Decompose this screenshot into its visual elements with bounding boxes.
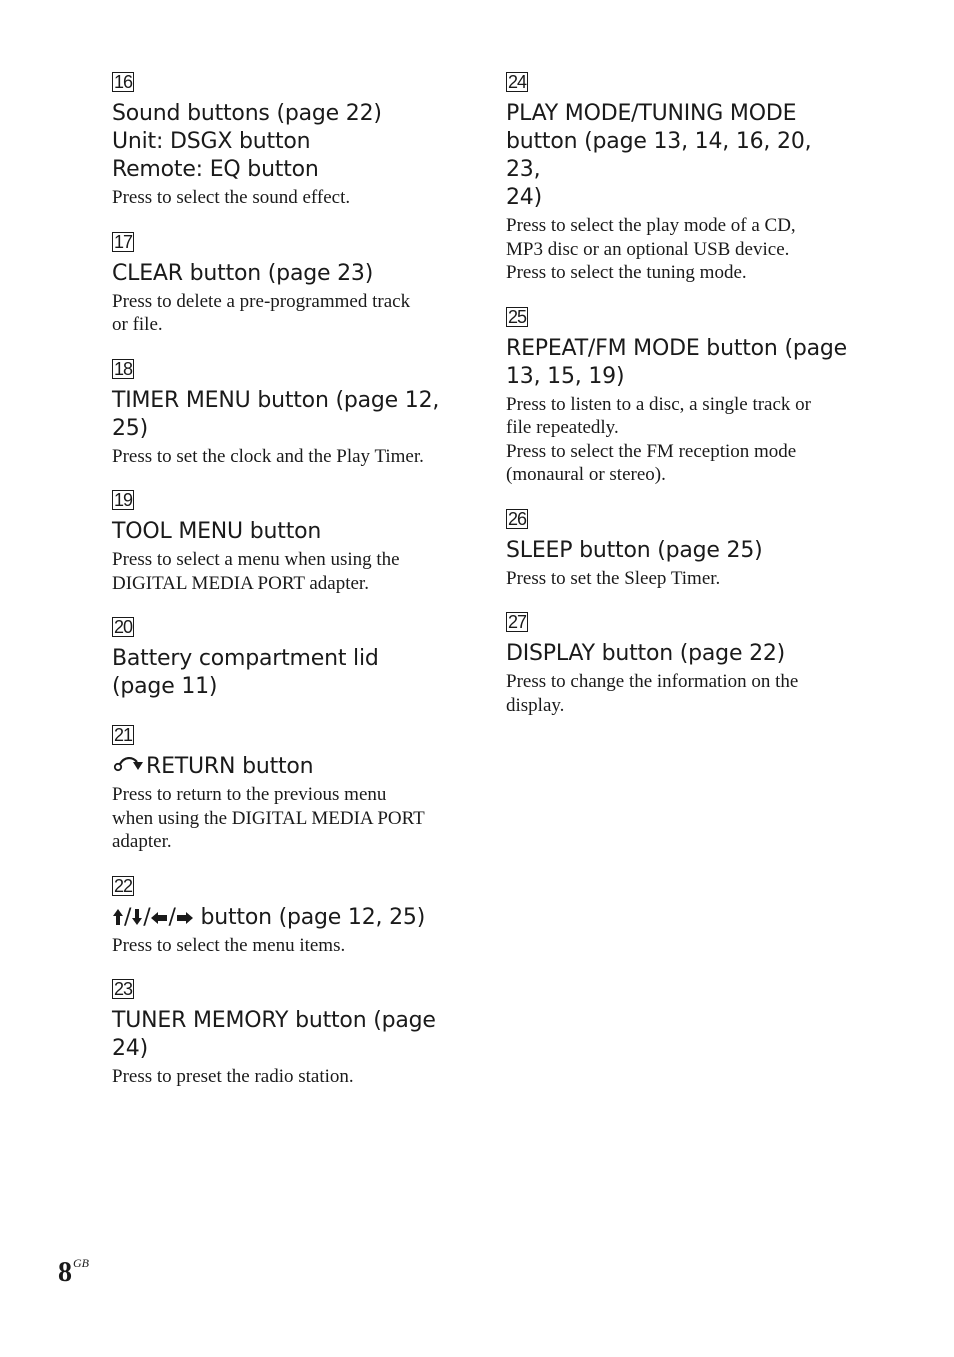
description-line: Press to select the sound effect. [112, 187, 351, 208]
description-line: or file. [112, 314, 163, 335]
entry-heading [112, 645, 462, 701]
heading-line [112, 753, 462, 781]
entry-description [112, 783, 462, 854]
description-line: MP3 disc or an optional USB device. [506, 238, 790, 260]
description-line: file repeatedly. [506, 417, 619, 438]
heading-line: Unit: DSGX button [112, 129, 311, 154]
entry-16 [112, 72, 462, 210]
description-line: Press to select a menu when using the [112, 549, 400, 570]
entry-22 [112, 876, 462, 958]
entry-description [112, 186, 462, 210]
description-line: Press to change the information on the [506, 671, 799, 692]
item-number: 20 [114, 617, 133, 637]
arrow-right-icon [176, 910, 194, 926]
description-line: Press to return to the previous menu [112, 784, 387, 805]
entry-heading [506, 100, 851, 212]
heading-text: RETURN button [146, 754, 314, 779]
entry-heading [112, 387, 462, 443]
description-line: Press to delete a pre-programmed track [112, 290, 411, 312]
heading-line: DISPLAY button (page 22) [506, 641, 786, 666]
description-line: Press to select the menu items. [112, 934, 346, 956]
heading-line: 25) [112, 415, 148, 441]
entry-heading [506, 640, 851, 668]
entry-description [506, 393, 851, 487]
heading-line: Battery compartment lid [112, 646, 379, 671]
entry-heading [112, 260, 462, 288]
heading-line: Sound buttons (page 22) [112, 101, 382, 126]
return-arrow-icon [112, 753, 146, 775]
arrow-down-icon [131, 908, 143, 926]
description-line: when using the DIGITAL MEDIA PORT [112, 807, 425, 829]
page-language-suffix: GB [73, 1256, 89, 1270]
heading-line: TUNER MEMORY button (page [112, 1008, 436, 1033]
description-line: Press to set the clock and the Play Timer. [112, 445, 424, 467]
description-line: Press to listen to a disc, a single track or [506, 393, 811, 415]
heading-line: REPEAT/FM MODE button (page [506, 335, 847, 361]
description-line: adapter. [112, 831, 172, 852]
description-line: display. [506, 694, 565, 716]
item-number: 22 [114, 875, 133, 896]
item-number: 16 [114, 72, 133, 92]
item-number: 17 [114, 231, 133, 252]
entry-27 [506, 612, 851, 717]
description-line: (monaural or stereo). [506, 464, 666, 485]
item-number: 23 [114, 979, 133, 999]
entry-heading [112, 1007, 462, 1063]
heading-line: 24) [506, 185, 542, 210]
entry-24 [506, 72, 851, 285]
entry-23 [112, 979, 462, 1089]
item-number: 24 [508, 72, 527, 92]
entry-21 [112, 725, 462, 854]
heading-line: button (page 13, 14, 16, 20, 23, [506, 129, 812, 182]
heading-line: 24) [112, 1036, 148, 1061]
heading-line: 13, 15, 19) [506, 363, 625, 389]
item-number: 25 [508, 306, 527, 327]
entry-heading [506, 335, 851, 391]
description-line: DIGITAL MEDIA PORT adapter. [112, 572, 369, 594]
entry-heading [112, 100, 462, 184]
entry-17 [112, 232, 462, 337]
entry-26 [506, 509, 851, 591]
page-number-value: 8 [58, 1257, 72, 1288]
item-number: 27 [508, 612, 527, 632]
left-column [112, 72, 462, 1089]
separator: / [168, 904, 176, 930]
entry-heading [112, 753, 462, 781]
entry-heading [506, 537, 851, 565]
separator: / [143, 904, 151, 930]
entry-18 [112, 359, 462, 469]
entry-19 [112, 490, 462, 595]
separator: / [124, 904, 132, 930]
entry-20 [112, 617, 462, 701]
entry-description [506, 670, 851, 717]
item-number: 21 [114, 725, 133, 745]
entry-description [506, 214, 851, 285]
heading-line: TIMER MENU button (page 12, [112, 387, 440, 413]
description-line: Press to preset the radio station. [112, 1066, 354, 1087]
heading-line [112, 904, 462, 932]
entry-description [112, 548, 462, 595]
entry-description [506, 567, 851, 591]
entry-25 [506, 307, 851, 487]
entry-heading [112, 518, 462, 546]
heading-line: CLEAR button (page 23) [112, 260, 374, 286]
page-number [58, 1246, 89, 1290]
description-line: Press to select the FM reception mode [506, 440, 797, 462]
heading-line: (page 11) [112, 674, 218, 699]
description-line: Press to set the Sleep Timer. [506, 567, 721, 589]
entry-description [112, 445, 462, 469]
description-line: Press to select the tuning mode. [506, 262, 747, 283]
item-number: 18 [114, 358, 133, 379]
entry-description [112, 934, 462, 958]
arrow-left-icon [150, 910, 168, 926]
description-line: Press to select the play mode of a CD, [506, 215, 796, 236]
heading-line: SLEEP button (page 25) [506, 537, 763, 563]
arrow-up-icon [112, 908, 124, 926]
entry-description [112, 290, 462, 337]
heading-text: button (page 12, 25) [200, 904, 426, 930]
heading-line: PLAY MODE/TUNING MODE [506, 101, 797, 126]
entry-description [112, 1065, 462, 1089]
heading-line: TOOL MENU button [112, 519, 322, 544]
entry-heading [112, 904, 462, 932]
heading-line: Remote: EQ button [112, 157, 319, 182]
item-number: 26 [508, 508, 527, 529]
item-number: 19 [114, 490, 133, 510]
right-column [506, 72, 851, 717]
